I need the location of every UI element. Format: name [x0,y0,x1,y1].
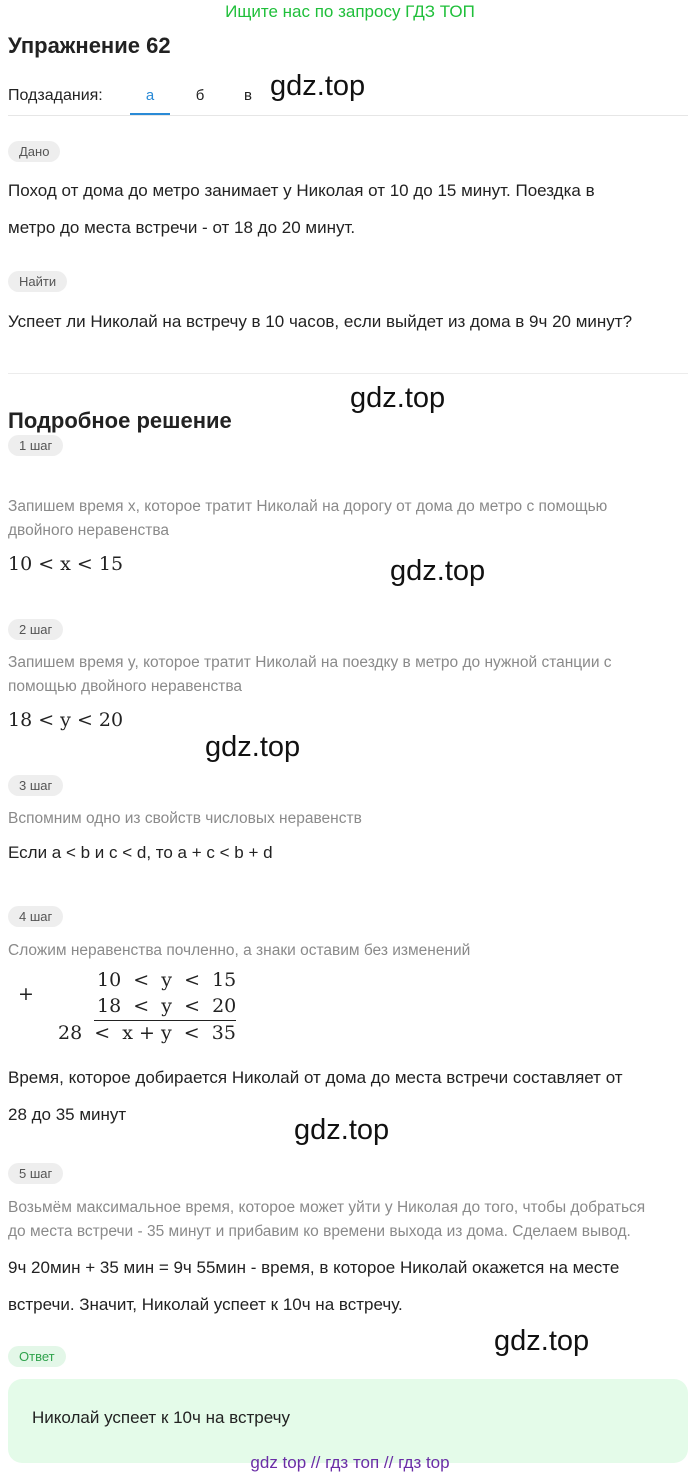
exercise-title: Упражнение 62 [8,33,171,58]
watermark: gdz.top [390,555,486,587]
tab-subtask-a[interactable]: а [145,87,155,104]
step-1-text-line-1: Запишем время x, которое тратит Николай на дорогу от дома до метро с помощью [8,498,608,515]
answer-label: Ответ [8,1346,66,1367]
step-1-text [8,495,692,543]
step-4-text: Сложим неравенства почленно, а знаки оставим без изменений [8,942,471,959]
step-1-text-line-2: двойного неравенства [8,522,169,539]
tab-subtask-b[interactable]: б [195,87,205,104]
watermark: gdz.top [294,1114,390,1146]
step-2-text [8,651,692,699]
step-4-conclusion-line-2: 28 до 35 минут [8,1105,127,1124]
given-badge [8,141,60,162]
step-5-result-line-2: встречи. Значит, Николай успеет к 10ч на встречу. [8,1295,403,1314]
step-5-text [8,1196,692,1244]
find-badge [8,271,67,292]
step-4-conclusion-line-1: Время, которое добирается Николай от дома до места встречи составляет от [8,1068,623,1087]
step-1-label: 1 шаг [8,435,63,456]
given-line-1: Поход от дома до метро занимает у Николая от 10 до 15 минут. Поездка в [8,181,595,200]
footer-links[interactable]: gdz top // гдз топ // гдз top [250,1453,450,1472]
tabs-divider [8,115,688,116]
watermark: gdz.top [350,382,446,414]
watermark: gdz.top [205,731,301,763]
step-3-badge [8,775,63,796]
system-row-1: 10 < y < 15 [97,969,237,991]
given-line-2: метро до места встречи - от 18 до 20 минут. [8,218,356,237]
step-3-formula: Если a < b и c < d, то a + c < b + d [8,843,273,862]
step-5-text-line-1: Возьмём максимальное время, которое может уйти у Николая до того, чтобы добраться [8,1199,646,1216]
sum-line [94,1020,236,1021]
step-4-badge [8,906,63,927]
step-2-text-line-1: Запишем время y, которое тратит Николай на поездку в метро до нужной станции с [8,654,612,671]
given-label: Дано [8,141,60,162]
watermark: gdz.top [270,70,366,102]
step-5-text-line-2: до места встречи - 35 минут и прибавим ко времени выхода из дома. Сделаем вывод. [8,1223,631,1240]
step-1-formula: 10 < x < 15 [8,553,124,575]
subtasks-label: Подзадания: [8,87,103,104]
find-label: Найти [8,271,67,292]
tab-subtask-v[interactable]: в [244,87,252,104]
plus-sign: + [18,983,34,1005]
given-text [8,172,692,246]
find-text: Успеет ли Николай на встречу в 10 часов, если выйдет из дома в 9ч 20 минут? [8,312,633,331]
step-1-badge [8,435,63,456]
step-2-badge [8,619,63,640]
active-tab-indicator [130,113,170,115]
system-row-sum: 28 < x + y < 35 [58,1022,236,1044]
answer-text: Николай успеет к 10ч на встречу [32,1408,290,1427]
step-3-label: 3 шаг [8,775,63,796]
step-4-conclusion [8,1059,692,1133]
step-5-result [8,1249,692,1323]
step-5-label: 5 шаг [8,1163,63,1184]
step-2-text-line-2: помощью двойного неравенства [8,678,243,695]
step-3-text: Вспомним одно из свойств числовых неравенств [8,810,362,827]
answer-badge [8,1346,66,1367]
search-hint-banner: Ищите нас по запросу ГДЗ ТОП [225,2,475,21]
solution-title: Подробное решение [8,408,232,433]
step-5-result-line-1: 9ч 20мин + 35 мин = 9ч 55мин - время, в которое Николай окажется на месте [8,1258,620,1277]
step-2-formula: 18 < y < 20 [8,709,124,731]
step-5-badge [8,1163,63,1184]
step-2-label: 2 шаг [8,619,63,640]
step-4-label: 4 шаг [8,906,63,927]
section-divider [8,373,688,374]
system-row-2: 18 < y < 20 [97,995,237,1017]
watermark: gdz.top [494,1325,590,1357]
